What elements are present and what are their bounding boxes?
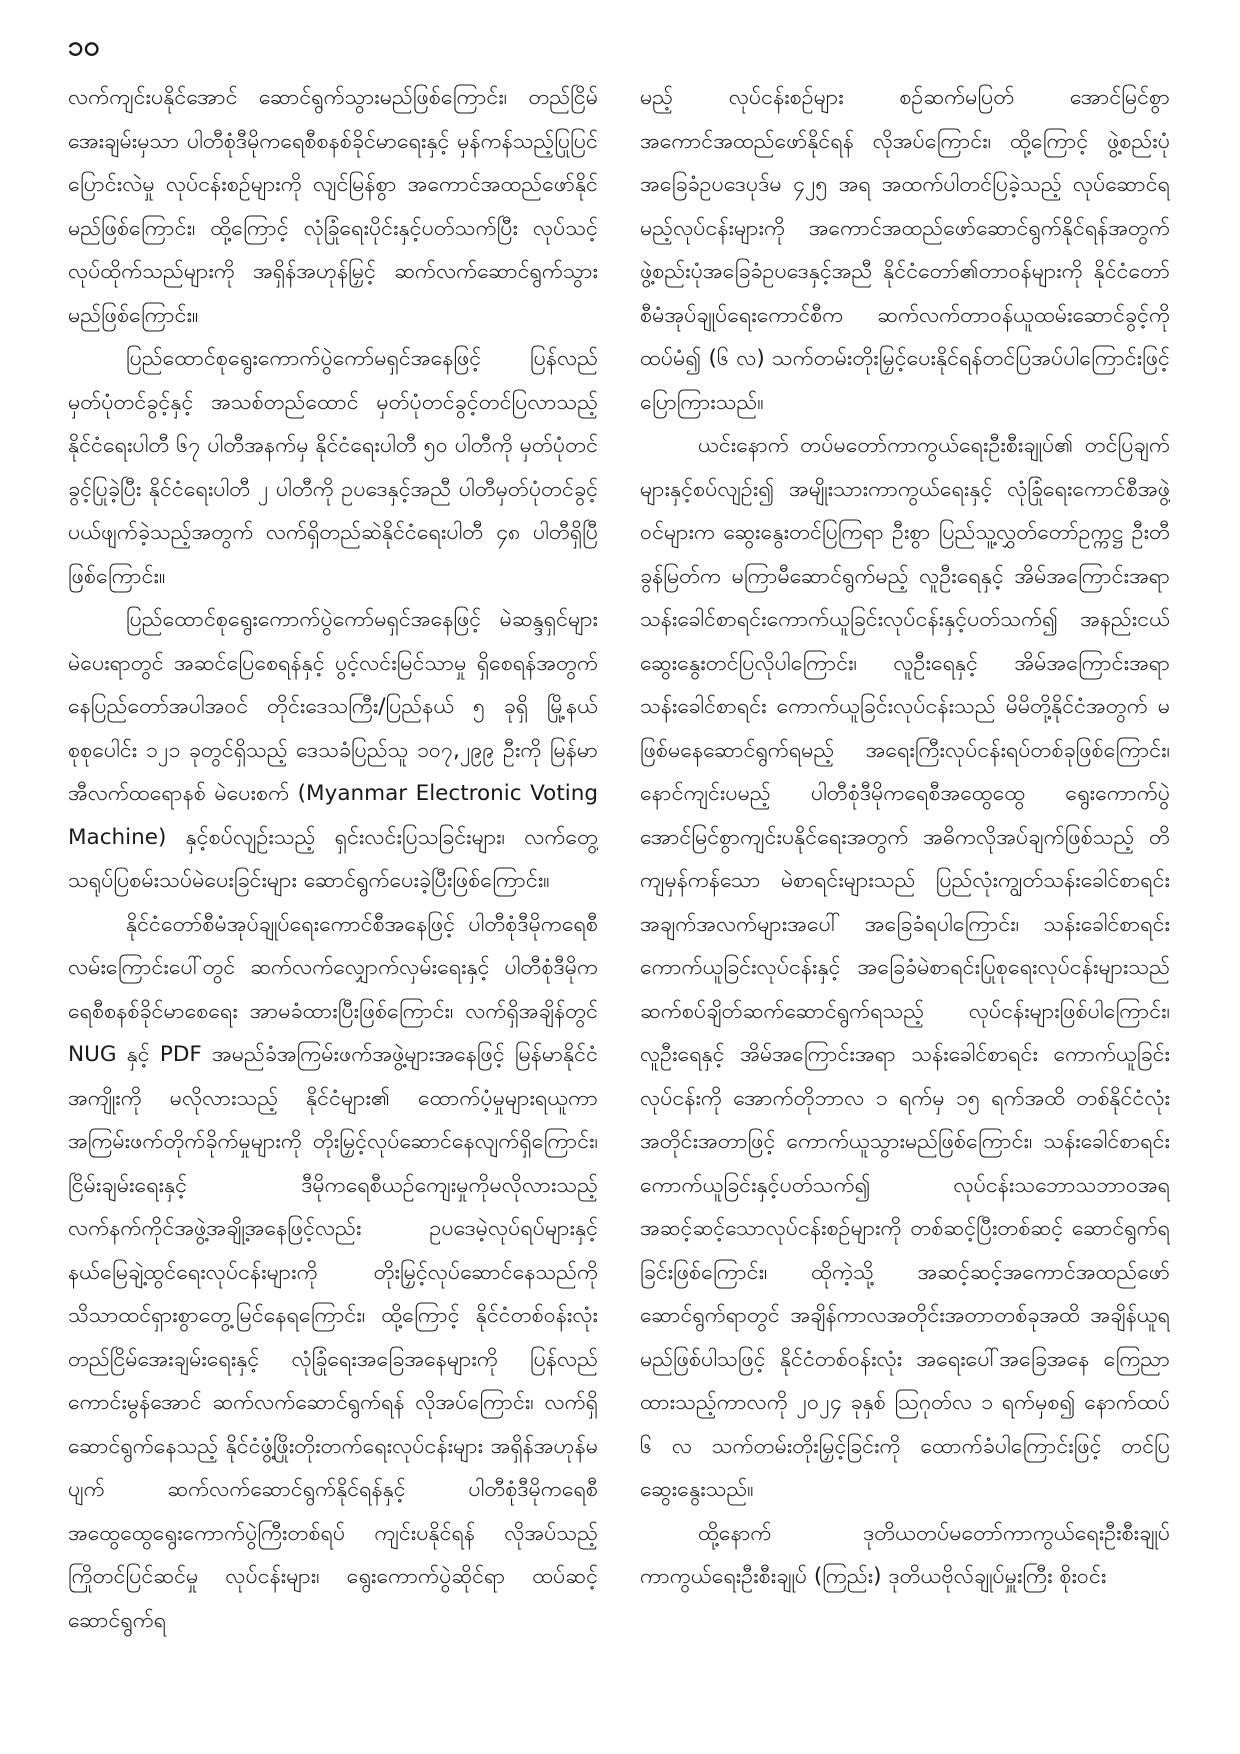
paragraph: ယင်းနောက် တပ်မတော်ကာကွယ်ရေးဦးစီးချုပ်၏ တင်ပြချက်များနှင့်စပ်လျဉ်း၍ အမျိုးသားကာကွယ်ရေးနှင့် လုံခြုံရေးကောင်စီအဖွဲ့ဝင်များက ဆွေးနွေးတင်ပြကြရာ ဦးစွာ ပြည်သူ့လွှတ်တော်ဥက္ကဋ္ဌ ဦးတီခွန်မြတ်က မကြာမီဆောင်ရွက်မည့် လူဦးရေနှင့် အိမ်အကြောင်းအရာသန်းခေါင်စာရင်းကောက်ယူခြင်းလုပ်ငန်းနှင့်ပတ်သက်၍ အနည်းငယ်ဆွေးနွေးတင်ပြလိုပါကြောင်း၊ လူဦးရေနှင့် အိမ်အကြောင်းအရာသန်းခေါင်စာရင်း ကောက်ယူခြင်းလုပ်ငန်းသည် မိမိတို့နိုင်ငံအတွက် မဖြစ်မနေဆောင်ရွက်ရမည့် အရေးကြီးလုပ်ငန်းရပ်တစ်ခုဖြစ်ကြောင်း၊ နောင်ကျင်းပမည့် ပါတီစုံဒီမိုကရေစီအထွေထွေ ရွေးကောက်ပွဲ အောင်မြင်စွာကျင်းပနိုင်ရေးအတွက် အဓိကလိုအပ်ချက်ဖြစ်သည့် တိကျမှန်ကန်သော မဲစာရင်းများသည် ပြည်လုံးကျွတ်သန်းခေါင်စာရင်း အချက်အလက်များအပေါ် အခြေခံရပါကြောင်း၊ သန်းခေါင်စာရင်းကောက်ယူခြင်းလုပ်ငန်းနှင့် အခြေခံမဲစာရင်းပြုစုရေးလုပ်ငန်းများသည် ဆက်စပ်ချိတ်ဆက်ဆောင်ရွက်ရသည့် လုပ်ငန်းများဖြစ်ပါကြောင်း၊ လူဦးရေနှင့် အိမ်အကြောင်းအရာ သန်းခေါင်စာရင်း ကောက်ယူခြင်းလုပ်ငန်းကို အောက်တိုဘာလ ၁ ရက်မှ ၁၅ ရက်အထိ တစ်နိုင်ငံလုံးအတိုင်းအတာဖြင့် ကောက်ယူသွားမည်ဖြစ်ကြောင်း၊ သန်းခေါင်စာရင်းကောက်ယူခြင်းနှင့်ပတ်သက်၍ လုပ်ငန်းသဘောသဘာဝအရ အဆင့်ဆင့်သောလုပ်ငန်းစဉ်များကို တစ်ဆင့်ပြီးတစ်ဆင့် ဆောင်ရွက်ရခြင်းဖြစ်ကြောင်း၊ ထိုကဲ့သို့ အဆင့်ဆင့်အကောင်အထည်ဖော်ဆောင်ရွက်ရာတွင် အချိန်ကာလအတိုင်းအတာတစ်ခုအထိ အချိန်ယူရမည်ဖြစ်ပါသဖြင့် နိုင်ငံတစ်ဝန်းလုံး အရေးပေါ်အခြေအနေ ကြေညာထားသည့်ကာလကို ၂၀၂၄ ခုနှစ် ဩဂုတ်လ ၁ ရက်မှစ၍ နောက်ထပ် ၆ လ သက်တမ်းတိုးမြှင့်ခြင်းကို ထောက်ခံပါကြောင်းဖြင့် တင်ပြဆွေးနွေးသည်။ bbox=[640, 433, 1170, 1502]
paragraph: ထို့နောက် ဒုတိယတပ်မတော်ကာကွယ်ရေးဦးစီးချုပ် ကာကွယ်ရေးဦးစီးချုပ် (ကြည်း) ဒုတိယဗိုလ်ချုပ်မှူးကြီး စိုးဝင်း bbox=[640, 1520, 1170, 1589]
page-number: ၁၀ bbox=[68, 29, 100, 62]
paragraph: ပြည်ထောင်စုရွေးကောက်ပွဲကော်မရှင်အနေဖြင့် မဲဆန္ဒရှင်များမဲပေးရာတွင် အဆင်ပြေစေရန်နှင့် ပွင့်လင်းမြင်သာမှု ရှိစေရန်အတွက် နေပြည်တော်အပါအဝင် တိုင်းဒေသကြီး/ပြည်နယ် ၅ ခုရှိ မြို့နယ်စုစုပေါင်း ၁၂၁ ခုတွင်ရှိသည့် ဒေသခံပြည်သူ ၁၀၇,၂၉၉ ဦးကို မြန်မာအီလက်ထရောနစ် မဲပေးစက် (Myanmar Electronic Voting Machine) နှင့်စပ်လျဉ်းသည့် ရှင်းလင်းပြသခြင်းများ၊ လက်တွေ့သရုပ်ပြစမ်းသပ်မဲပေးခြင်းများ ဆောင်ရွက်ပေးခဲ့ပြီးဖြစ်ကြောင်း။ bbox=[68, 607, 598, 893]
paragraph: နိုင်ငံတော်စီမံအုပ်ချုပ်ရေးကောင်စီအနေဖြင့် ပါတီစုံဒီမိုကရေစီလမ်းကြောင်းပေါ်တွင် ဆက်လက်လျှောက်လှမ်းရေးနှင့် ပါတီစုံဒီမိုကရေစီစနစ်ခိုင်မာစေရေး အာမခံထားပြီးဖြစ်ကြောင်း၊ လက်ရှိအချိန်တွင် NUG နှင့် PDF အမည်ခံအကြမ်းဖက်အဖွဲ့များအနေဖြင့် မြန်မာနိုင်ငံအကျိုးကို မလိုလားသည့် နိုင်ငံများ၏ ထောက်ပံ့မှုများရယူကာ အကြမ်းဖက်တိုက်ခိုက်မှုများကို တိုးမြှင့်လုပ်ဆောင်နေလျက်ရှိကြောင်း၊ ငြိမ်းချမ်းရေးနှင့် ဒီမိုကရေစီယဉ်ကျေးမှုကိုမလိုလားသည့် လက်နက်ကိုင်အဖွဲ့အချို့အနေဖြင့်လည်း ဥပဒေမဲ့လုပ်ရပ်များနှင့် နယ်မြေချဲ့ထွင်ရေးလုပ်ငန်းများကို တိုးမြှင့်လုပ်ဆောင်နေသည်ကို သိသာထင်ရှားစွာတွေ့မြင်နေရကြောင်း၊ ထို့ကြောင့် နိုင်ငံတစ်ဝန်းလုံးတည်ငြိမ်အေးချမ်းရေးနှင့် လုံခြုံရေးအခြေအနေများကို ပြန်လည်ကောင်းမွန်အောင် ဆက်လက်ဆောင်ရွက်ရန် လိုအပ်ကြောင်း၊ လက်ရှိဆောင်ရွက်နေသည့် နိုင်ငံဖွံ့ဖြိုးတိုးတက်ရေးလုပ်ငန်းများ အရှိန်အဟုန်မပျက် ဆက်လက်ဆောင်ရွက်နိုင်ရန်နှင့် ပါတီစုံဒီမိုကရေစီ အထွေထွေရွေးကောက်ပွဲကြီးတစ်ရပ် ကျင်းပနိုင်ရန် လိုအပ်သည့် ကြိုတင်ပြင်ဆင်မှု လုပ်ငန်းများ၊ ရွေးကောက်ပွဲဆိုင်ရာ ထပ်ဆင့်ဆောင်ရွက်ရ bbox=[68, 911, 598, 1633]
left-column bbox=[68, 76, 598, 1736]
paragraph: ပြည်ထောင်စုရွေးကောက်ပွဲကော်မရှင်အနေဖြင့် ပြန်လည်မှတ်ပုံတင်ခွင့်နှင့် အသစ်တည်ထောင် မှတ်ပုံတင်ခွင့်တင်ပြလာသည့် နိုင်ငံရေးပါတီ ၆၇ ပါတီအနက်မှ နိုင်ငံရေးပါတီ ၅၀ ပါတီကို မှတ်ပုံတင်ခွင့်ပြုခဲ့ပြီး နိုင်ငံရေးပါတီ ၂ ပါတီကို ဥပဒေနှင့်အညီ ပါတီမှတ်ပုံတင်ခွင့် ပယ်ဖျက်ခဲ့သည့်အတွက် လက်ရှိတည်ဆဲနိုင်ငံရေးပါတီ ၄၈ ပါတီရှိပြီဖြစ်ကြောင်း။ bbox=[68, 346, 598, 589]
paragraph: လက်ကျင်းပနိုင်အောင် ဆောင်ရွက်သွားမည်ဖြစ်ကြောင်း၊ တည်ငြိမ်အေးချမ်းမှသာ ပါတီစုံဒီမိုကရေစီစနစ်ခိုင်မာရေးနှင့် မှန်ကန်သည့်ပြုပြင်ပြောင်းလဲမှု လုပ်ငန်းစဉ်များကို လျင်မြန်စွာ အကောင်အထည်ဖော်နိုင်မည်ဖြစ်ကြောင်း၊ ထို့ကြောင့် လုံခြုံရေးပိုင်းနှင့်ပတ်သက်ပြီး လုပ်သင့်လုပ်ထိုက်သည်များကို အရှိန်အဟုန်မြှင့် ဆက်လက်ဆောင်ရွက်သွားမည်ဖြစ်ကြောင်း။ bbox=[68, 85, 598, 328]
paragraph: မည့် လုပ်ငန်းစဉ်များ စဉ်ဆက်မပြတ် အောင်မြင်စွာအကောင်အထည်ဖော်နိုင်ရန် လိုအပ်ကြောင်း၊ ထို့ကြောင့် ဖွဲ့စည်းပုံအခြေခံဥပဒေပုဒ်မ ၄၂၅ အရ အထက်ပါတင်ပြခဲ့သည့် လုပ်ဆောင်ရမည့်လုပ်ငန်းများကို အကောင်အထည်ဖော်ဆောင်ရွက်နိုင်ရန်အတွက် ဖွဲ့စည်းပုံအခြေခံဥပဒေနှင့်အညီ နိုင်ငံတော်၏တာဝန်များကို နိုင်ငံတော်စီမံအုပ်ချုပ်ရေးကောင်စီက ဆက်လက်တာဝန်ယူထမ်းဆောင်ခွင့်ကို ထပ်မံ၍ (၆ လ) သက်တမ်းတိုးမြှင့်ပေးနိုင်ရန်တင်ပြအပ်ပါကြောင်းဖြင့် ပြောကြားသည်။ bbox=[640, 85, 1170, 415]
right-column bbox=[640, 76, 1170, 1736]
